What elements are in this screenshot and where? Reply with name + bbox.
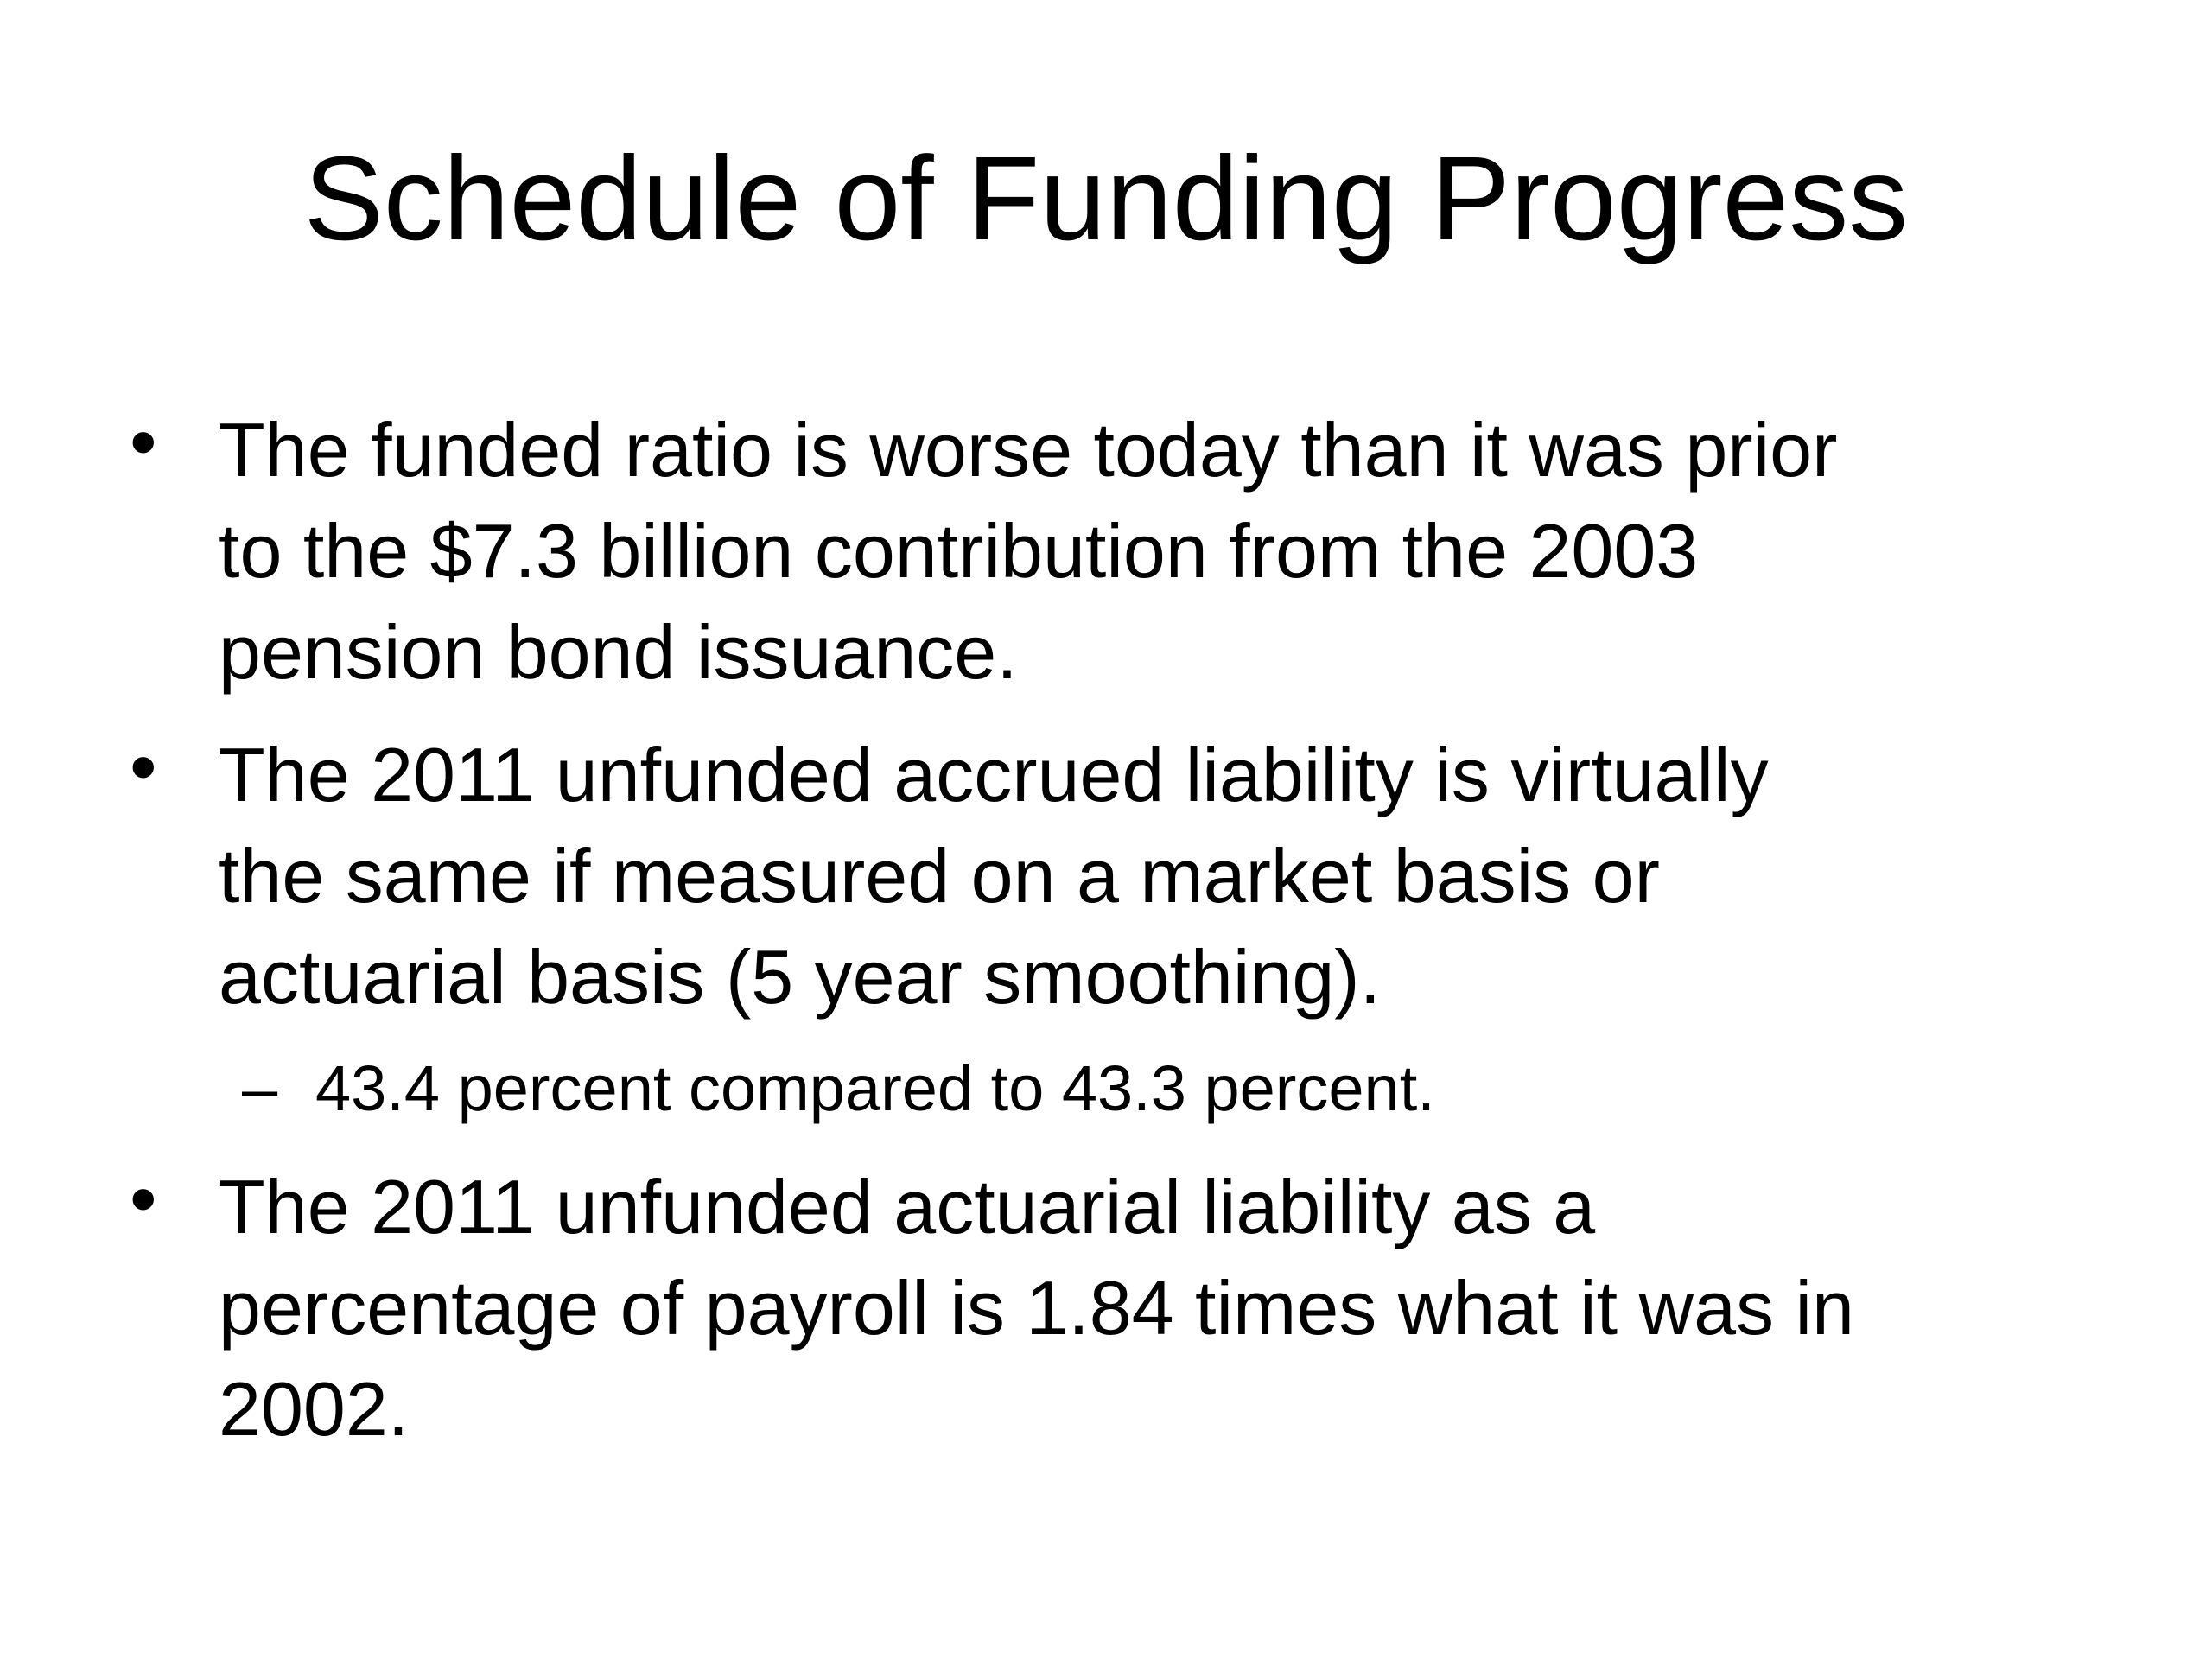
bullet-3-marker: •	[130, 1156, 157, 1243]
bullet-3-line-3: 2002.	[219, 1366, 410, 1452]
bullet-3	[219, 1156, 2120, 1459]
slide-title: Schedule of Funding Progress	[303, 132, 1909, 265]
bullet-2-line-1: The 2011 unfunded accrued liability is virtually	[219, 732, 1769, 817]
bullet-2-marker: •	[130, 724, 157, 810]
bullet-2-line-3: actuarial basis (5 year smoothing).	[219, 934, 1382, 1020]
sub-bullet-marker: –	[242, 1052, 278, 1124]
bullet-1	[219, 399, 2120, 702]
bullet-1-line-2: to the $7.3 billion contribution from the 2003	[219, 508, 1699, 594]
bullet-3-line-2: percentage of payroll is 1.84 times what it was in	[219, 1265, 1854, 1351]
bullet-1-line-3: pension bond issuance.	[219, 609, 1018, 695]
bullet-1-line-1: The funded ratio is worse today than it was prior	[219, 407, 1838, 493]
bullet-3-line-1: The 2011 unfunded actuarial liability as a	[219, 1164, 1596, 1249]
bullet-2-line-2: the same if measured on a market basis or	[219, 833, 1660, 918]
sub-bullet-1: 43.4 percent compared to 43.3 percent.	[315, 1052, 1435, 1124]
bullet-1-marker: •	[130, 399, 157, 486]
bullet-2	[219, 724, 2120, 1027]
